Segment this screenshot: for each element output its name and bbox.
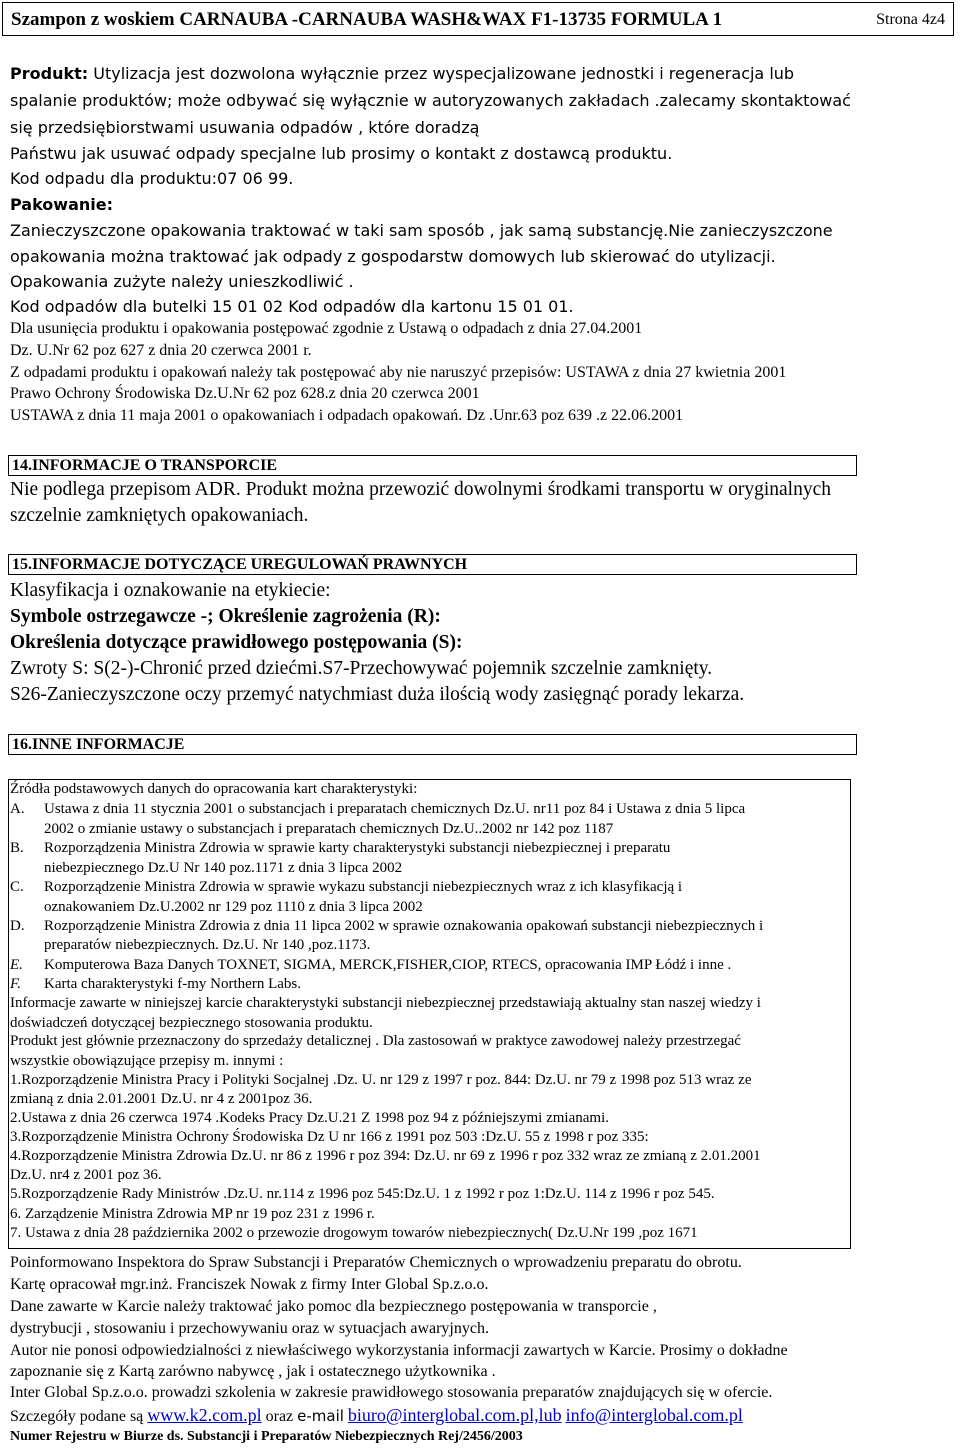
transport-line-1: Nie podlega przepisom ADR. Produkt można przewozić dowolnymi środkami transportu w oryginalnych [10, 479, 831, 500]
regulation-5: 5.Rozporządzenie Rady Ministrów .Dz.U. nr.114 z 1996 poz 545:Dz.U. 1 z 1992 r poz 1:Dz.U. 114 z 1996 r poz 545. [10, 1186, 715, 1202]
regulation-line-3: Określenia dotyczące prawidłowego postępowania (S): [10, 632, 463, 653]
regulation-3: 3.Rozporządzenie Ministra Ochrony Środowiska Dz U nr 166 z 1991 poz 503 :Dz.U. 55 z 1998 r poz 335: [10, 1129, 649, 1145]
regulation-1-line-2: zmianą z dnia 2.01.2001 Dz.U. nr 4 z 2001poz 36. [10, 1091, 313, 1107]
document-title: Szampon z woskiem CARNAUBA -CARNAUBA WASH&WAX F1-13735 FORMULA 1 [11, 9, 723, 30]
source-d-letter: D. [10, 918, 25, 934]
source-b-letter: B. [10, 840, 24, 856]
source-c-text: Rozporządzenie Ministra Zdrowia w sprawie wykazu substancji niebezpiecznych wraz z ich klasyfikacją i [44, 879, 683, 895]
page-number: Strona 4z4 [876, 11, 945, 28]
document-header [2, 2, 954, 36]
regulation-2: 2.Ustawa z dnia 26 czerwca 1974 .Kodeks Pracy Dz.U.21 Z 1998 poz 94 z późniejszymi zmianami. [10, 1110, 609, 1126]
produkt-line-1 [10, 64, 794, 83]
email-link-info[interactable]: info@interglobal.com.pl [565, 1405, 743, 1425]
regulation-line-5: S26-Zanieczyszczone oczy przemyć natychmiast duża ilością wody zasięgnąć porady lekarza. [10, 684, 745, 705]
source-d-line-1 [10, 918, 763, 935]
pakowanie-line-5: Dla usunięcia produktu i opakowania postępować zgodnie z Ustawą o odpadach z dnia 27.04.2001 [10, 320, 643, 337]
section-14-heading: 14.INFORMACJE O TRANSPORCIE [12, 457, 278, 474]
source-e-line [10, 957, 731, 974]
section-16-heading-box [8, 734, 857, 755]
source-b-line-1 [10, 840, 670, 857]
details-prefix: Szczegóły podane są [10, 1408, 144, 1425]
source-f-text: Karta charakterystyki f-my Northern Labs. [44, 976, 301, 992]
footer-line-1: Poinformowano Inspektora do Spraw Substancji i Preparatów Chemicznych o wprowadzeniu preparatu do obrotu. [10, 1254, 742, 1271]
section-15-heading-box [8, 554, 857, 575]
source-e-text: Komputerowa Baza Danych TOXNET, SIGMA, MERCK,FISHER,CIOP, RTECS, opracowania IMP Łódź i inne . [44, 957, 732, 973]
regulation-line-2: Symbole ostrzegawcze -; Określenie zagrożenia (R): [10, 606, 441, 627]
sources-title: Źródła podstawowych danych do opracowania kart charakterystyki: [10, 781, 418, 797]
produkt-label: Produkt: [10, 64, 89, 83]
source-b-text: Rozporządzenia Ministra Zdrowia w sprawie karty charakterystyki substancji niebezpiecznej i preparatu [44, 840, 671, 856]
regulation-4-line-1: 4.Rozporządzenie Ministra Zdrowia Dz.U. nr 86 z 1996 r poz 394: Dz.U. nr 69 z 1996 r poz 332 wraz ze zmianą z 2.01.2001 [10, 1148, 761, 1164]
pakowanie-line-6: Dz. U.Nr 62 poz 627 z dnia 20 czerwca 2001 r. [10, 342, 312, 359]
pakowanie-line-3: Opakowania zużyte należy unieszkodliwić . [10, 272, 354, 291]
source-a-line-2: 2002 o zmianie ustawy o substancjach i preparatach chemicznych Dz.U..2002 nr 142 poz 1187 [44, 821, 614, 837]
produkt-line-3: się przedsiębiorstwami usuwania odpadów , które doradzą [10, 118, 480, 137]
section-16-heading: 16.INNE INFORMACJE [12, 736, 185, 753]
source-a-letter: A. [10, 801, 25, 817]
regulation-line-4: Zwroty S: S(2-)-Chronić przed dziećmi.S7-Przechowywać pojemnik szczelnie zamknięty. [10, 658, 713, 679]
transport-line-2: szczelnie zamkniętych opakowaniach. [10, 505, 309, 526]
email-link-biuro[interactable]: biuro@interglobal.com.pl,lub [347, 1405, 562, 1425]
sources-para-2: doświadczeń dotyczącej bezpiecznego stosowania produktu. [10, 1015, 373, 1031]
source-a-line-1 [10, 801, 745, 818]
pakowanie-line-1: Zanieczyszczone opakowania traktować w taki sam sposób , jak samą substancję.Nie zanieczyszczone [10, 221, 833, 240]
produkt-line-2: spalanie produktów; może odbywać się wyłącznie w autoryzowanych zakładach .zalecamy skontaktować [10, 91, 851, 110]
website-link[interactable]: www.k2.com.pl [147, 1405, 262, 1425]
source-c-line-1 [10, 879, 682, 896]
pakowanie-line-9: USTAWA z dnia 11 maja 2001 o opakowaniach i odpadach opakowań. Dz .Unr.63 poz 639 .z 22.06.2001 [10, 407, 684, 424]
source-f-letter: F. [10, 976, 21, 992]
pakowanie-line-4: Kod odpadów dla butelki 15 01 02 Kod odpadów dla kartonu 15 01 01. [10, 297, 574, 316]
details-mid: oraz [265, 1408, 294, 1425]
pakowanie-line-8: Prawo Ochrony Środowiska Dz.U.Nr 62 poz 628.z dnia 20 czerwca 2001 [10, 385, 480, 402]
regulation-6: 6. Zarządzenie Ministra Zdrowia MP nr 19 poz 231 z 1996 r. [10, 1206, 375, 1222]
section-15-heading: 15.INFORMACJE DOTYCZĄCE UREGULOWAŃ PRAWNYCH [12, 556, 468, 573]
produkt-text-1: Utylizacja jest dozwolona wyłącznie przez wyspecjalizowane jednostki i regeneracja lub [93, 64, 795, 83]
produkt-line-5: Kod odpadu dla produktu:07 06 99. [10, 169, 294, 188]
sources-para-3: Produkt jest głównie przeznaczony do sprzedaży detalicznej . Dla zastosowań w praktyce zawodowej należy przestrzegać [10, 1033, 741, 1049]
email-label: e-mail [297, 1407, 344, 1425]
source-d-text: Rozporządzenie Ministra Zdrowia z dnia 11 lipca 2002 w sprawie oznakowania opakowań substancji niebezpiecznych i [44, 918, 764, 934]
footer-line-7: Inter Global Sp.z.o.o. prowadzi szkolenia w zakresie prawidłowego stosowania preparatów znajdujących się w ofercie. [10, 1384, 773, 1401]
registry-number: Numer Rejestru w Biurze ds. Substancji i Preparatów Niebezpiecznych Rej/2456/2003 [10, 1429, 523, 1444]
source-a-text: Ustawa z dnia 11 stycznia 2001 o substancjach i preparatach chemicznych Dz.U. nr11 poz 84 i Ustawa z dnia 5 lipca [44, 801, 746, 817]
footer-line-2: Kartę opracował mgr.inż. Franciszek Nowak z firmy Inter Global Sp.z.o.o. [10, 1276, 489, 1293]
source-b-line-2: niebezpiecznego Dz.U Nr 140 poz.1171 z dnia 3 lipca 2002 [44, 860, 403, 876]
footer-contact-line [10, 1405, 743, 1426]
footer-line-4: dystrybucji , stosowaniu i przechowywaniu oraz w sytuacjach awaryjnych. [10, 1320, 489, 1337]
footer-line-3: Dane zawarte w Karcie należy traktować jako pomoc dla bezpiecznego postępowania w transporcie , [10, 1298, 657, 1315]
footer-line-6: zapoznanie się z Kartą zarówno nabywcę , jak i ostatecznego użytkownika . [10, 1363, 496, 1380]
pakowanie-line-2: opakowania można traktować jak odpady z gospodarstw domowych lub skierować do utylizacji. [10, 247, 776, 266]
regulation-4-line-2: Dz.U. nr4 z 2001 poz 36. [10, 1167, 162, 1183]
regulation-7: 7. Ustawa z dnia 28 października 2002 o przewozie drogowym towarów niebezpiecznych( Dz.U.Nr 199 ,poz 1671 [10, 1225, 698, 1241]
produkt-line-4: Państwu jak usuwać odpady specjalne lub prosimy o kontakt z dostawcą produktu. [10, 144, 673, 163]
sources-para-1: Informacje zawarte w niniejszej karcie charakterystyki substancji niebezpiecznej przedstawiają aktualny stan naszej wiedzy i [10, 995, 761, 1011]
sources-para-4: wszystkie obowiązujące przepisy m. innymi : [10, 1053, 284, 1069]
source-d-line-2: preparatów niebezpiecznych. Dz.U. Nr 140 ,poz.1173. [44, 937, 371, 953]
source-e-letter: E. [10, 957, 23, 973]
pakowanie-label: Pakowanie: [10, 195, 113, 214]
source-c-letter: C. [10, 879, 24, 895]
regulation-line-1: Klasyfikacja i oznakowanie na etykiecie: [10, 580, 331, 601]
footer-line-5: Autor nie ponosi odpowiedzialności z niewłaściwego wykorzystania informacji zawartych w Karcie. Prosimy o dokładne [10, 1342, 788, 1359]
regulation-1-line-1: 1.Rozporządzenie Ministra Pracy i Polityki Socjalnej .Dz. U. nr 129 z 1997 r poz. 844: Dz.U. nr 79 z 1998 poz 513 wraz ze [10, 1072, 752, 1088]
source-f-line [10, 976, 301, 993]
section-14-heading-box [8, 455, 857, 476]
pakowanie-line-7: Z odpadami produktu i opakowań należy tak postępować aby nie naruszyć przepisów: USTAWA z dnia 27 kwietnia 2001 [10, 364, 787, 381]
source-c-line-2: oznakowaniem Dz.U.2002 nr 129 poz 1110 z dnia 3 lipca 2002 [44, 899, 423, 915]
